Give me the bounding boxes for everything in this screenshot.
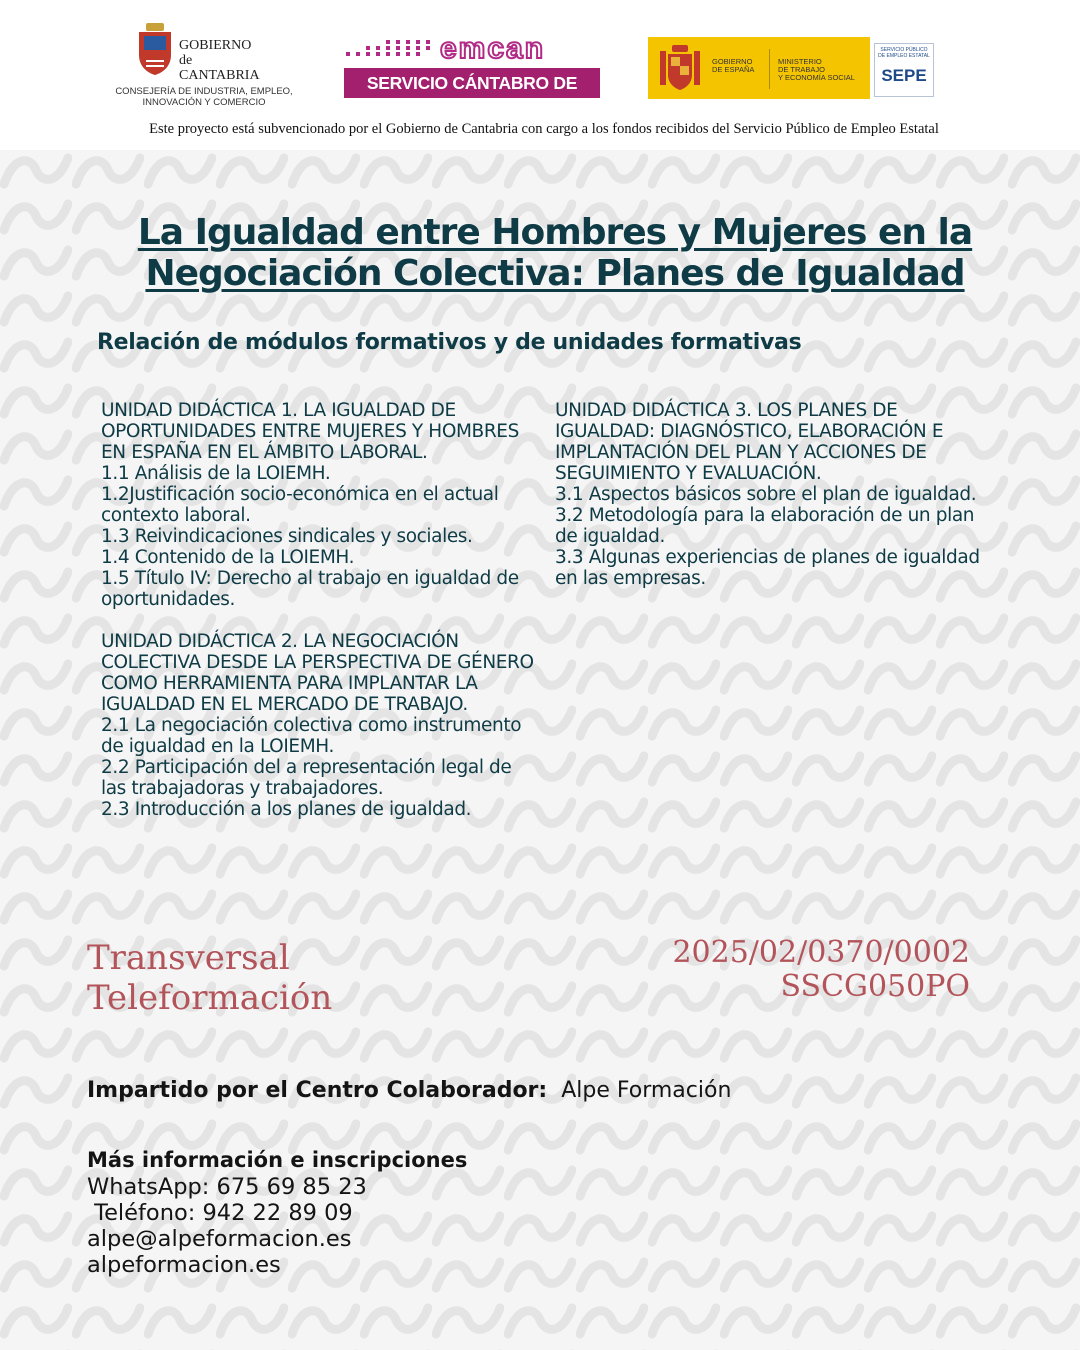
modules-subtitle: Relación de módulos formativos y de unidades formativas bbox=[97, 330, 802, 355]
units-column-right bbox=[555, 400, 995, 610]
contact-title: Más información e inscripciones bbox=[87, 1148, 468, 1172]
provider-name: Alpe Formación bbox=[561, 1078, 732, 1103]
unit-title: UNIDAD DIDÁCTICA 1. LA IGUALDAD DE OPORTUNIDADES ENTRE MUJERES Y HOMBRES EN ESPAÑA EN EL ÁMBITO LABORAL. bbox=[101, 400, 519, 463]
unit-item: 1.1 Análisis de la LOIEMH. bbox=[101, 463, 331, 484]
logo-divider bbox=[769, 49, 770, 89]
phone-number: Teléfono: 942 22 89 09 bbox=[87, 1200, 353, 1226]
unit-item: 1.4 Contenido de la LOIEMH. bbox=[101, 547, 355, 568]
provider-line bbox=[87, 1078, 731, 1103]
emcan-logo bbox=[344, 32, 602, 123]
unit-2 bbox=[101, 631, 541, 820]
course-codes-block bbox=[672, 936, 970, 1004]
emcan-service-name: SERVICIO CÁNTABRO DE EMPLEO bbox=[344, 68, 600, 98]
website-link[interactable]: alpeformacion.es bbox=[87, 1252, 281, 1278]
course-title: La Igualdad entre Hombres y Mujeres en la Negociación Colectiva: Planes de Igualdad bbox=[137, 212, 973, 294]
course-category: Transversal bbox=[87, 938, 290, 978]
course-code: SSCG050PO bbox=[780, 969, 970, 1004]
unit-item: 1.5 Título IV: Derecho al trabajo en igualdad de oportunidades. bbox=[101, 568, 519, 610]
unit-3 bbox=[555, 400, 995, 589]
unit-item: 2.3 Introducción a los planes de igualdad. bbox=[101, 799, 472, 820]
contact-block bbox=[87, 1146, 467, 1278]
unit-item: 3.3 Algunas experiencias de planes de igualdad en las empresas. bbox=[555, 547, 980, 589]
ministerio-text: MINISTERIO DE TRABAJO Y ECONOMÍA SOCIAL bbox=[778, 57, 855, 82]
sepe-acronym: SEPE bbox=[881, 66, 927, 85]
funding-note: Este proyecto está subvencionado por el Gobierno de Cantabria con cargo a los fondos recibidos del Servicio Público de Empleo Estatal bbox=[149, 121, 939, 137]
email-link[interactable]: alpe@alpeformacion.es bbox=[87, 1226, 352, 1252]
unit-item: 3.2 Metodología para la elaboración de un plan de igualdad. bbox=[555, 505, 975, 547]
unit-1 bbox=[101, 400, 541, 610]
gobierno-espana-logo bbox=[648, 37, 870, 99]
unit-item: 1.3 Reivindicaciones sindicales y sociales. bbox=[101, 526, 473, 547]
cantabria-department: CONSEJERÍA DE INDUSTRIA, EMPLEO, INNOVACIÓN Y COMERCIO bbox=[115, 86, 293, 108]
whatsapp-number: WhatsApp: 675 69 85 23 bbox=[87, 1174, 367, 1200]
cantabria-coat-of-arms-icon bbox=[136, 23, 174, 75]
course-modality-block bbox=[87, 938, 332, 1018]
unit-item: 1.2Justificación socio-económica en el actual contexto laboral. bbox=[101, 484, 499, 526]
gobierno-cantabria-logo bbox=[104, 20, 304, 110]
unit-title: UNIDAD DIDÁCTICA 3. LOS PLANES DE IGUALDAD: DIAGNÓSTICO, ELABORACIÓN E IMPLANTACIÓN DEL PLAN Y ACCIONES DE SEGUIMIENTO Y EVALUACIÓN. bbox=[555, 400, 944, 484]
unit-item: 3.1 Aspectos básicos sobre el plan de igualdad. bbox=[555, 484, 977, 505]
cantabria-name: GOBIERNO de CANTABRIA bbox=[179, 38, 260, 83]
unit-item: 2.2 Participación del a representación legal de las trabajadoras y trabajadores. bbox=[101, 757, 512, 799]
unit-item: 2.1 La negociación colectiva como instrumento de igualdad en la LOIEMH. bbox=[101, 715, 522, 757]
units-column-left bbox=[101, 400, 541, 841]
expedient-code: 2025/02/0370/0002 bbox=[672, 935, 970, 970]
course-modality: Teleformación bbox=[87, 978, 333, 1018]
unit-title: UNIDAD DIDÁCTICA 2. LA NEGOCIACIÓN COLECTIVA DESDE LA PERSPECTIVA DE GÉNERO COMO HERRAMIENTA PARA IMPLANTAR LA IGUALDAD EN EL MERCADO DE TRABAJO. bbox=[101, 631, 534, 715]
spain-coat-of-arms-icon bbox=[658, 45, 702, 91]
emcan-wordmark: emcan bbox=[440, 32, 546, 65]
emcan-dots-icon bbox=[344, 40, 436, 62]
sepe-logo bbox=[874, 43, 934, 97]
gobierno-espana-text: GOBIERNO DE ESPAÑA bbox=[712, 57, 755, 74]
sepe-full-name: SERVICIO PÚBLICO DE EMPLEO ESTATAL bbox=[878, 47, 930, 59]
provider-label: Impartido por el Centro Colaborador: bbox=[87, 1078, 548, 1103]
